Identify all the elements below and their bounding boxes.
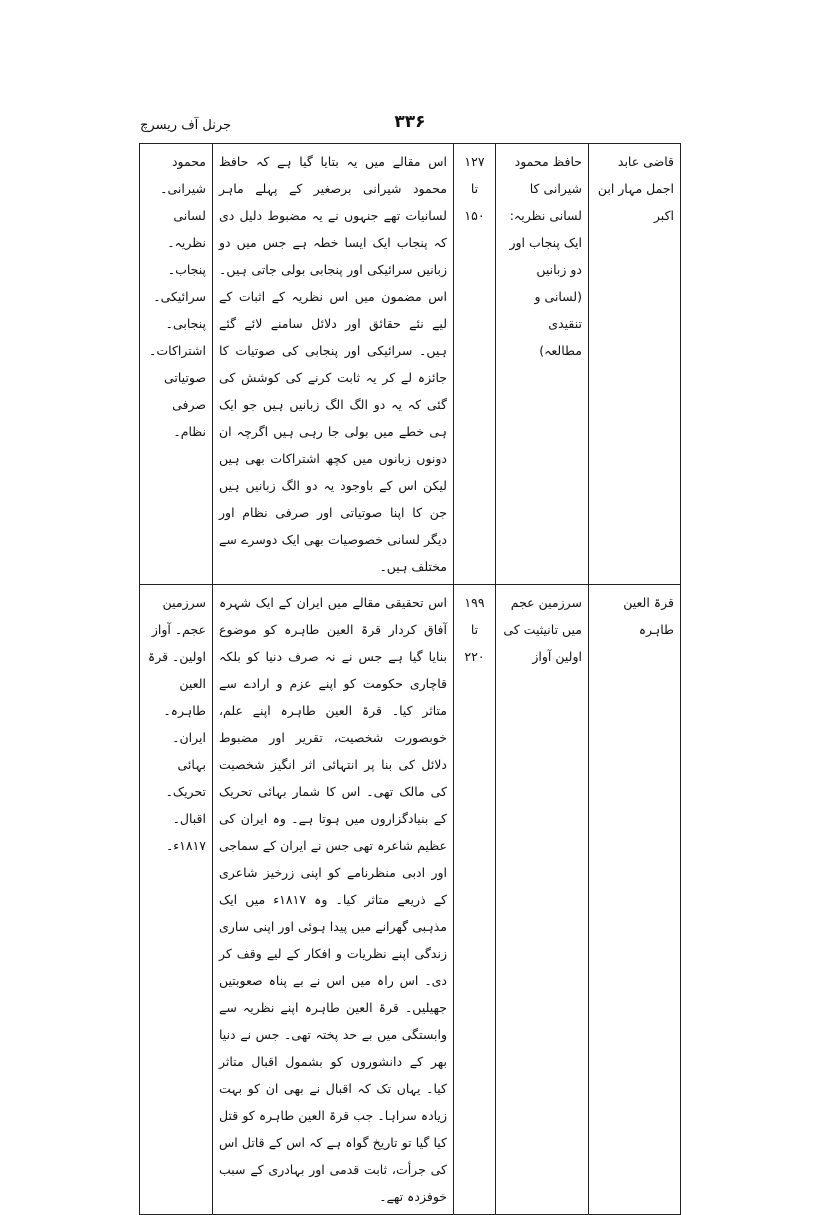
table-row — [140, 144, 681, 585]
journal-name-text: جرنل آف ریسرچ — [140, 118, 232, 133]
page-start: ۱۲۷ — [464, 154, 485, 169]
abstract-cell: اس تحقیقی مقالے میں ایران کے ایک شہرہ آفاق کردار قرۃ العین طاہرہ کو موضوع بنایا گیا ہے جس نے نہ صرف دنیا کو بلکہ قاچاری حکومت کو اپنے عزم و ارادے سے متاثر کیا۔ قرۃ العین طاہرہ اپنے علم، خوبصورت شخصیت، تقریر اور مضبوط دلائل کی بنا پر انتہائی اثر انگیز شخصیت کی مالک تھی۔ اس کا شمار بہائی تحریک کے بنیادگزاروں میں ہوتا ہے۔ وہ ایران کی عظیم شاعرہ تھی جس نے ایران کے سماجی اور ادبی منظرنامے کو اپنی زرخیز شاعری کے ذریعے متاثر کیا۔ وہ ۱۸۱۷ء میں ایک مذہبی گھرانے میں پیدا ہوئی اور اپنی ساری زندگی اپنے نظریات و افکار کے لیے وقف کر دی۔ اس راہ میں اس نے بے پناہ صعوبتیں جھیلیں۔ قرۃ العین طاہرہ اپنے نظریہ سے وابستگی میں بے حد پختہ تھی۔ جس نے دنیا بھر کے دانشوروں کو بشمول اقبال متاثر کیا۔ یہاں تک کہ اقبال نے بھی ان کو بہت زیادہ سراہا۔ جب قرۃ العین طاہرہ کو قتل کیا گیا تو تاریخ گواہ ہے کہ اس کے قاتل اس کی جرأت، ثابت قدمی اور بہادری کے سبب خوفزدہ تھے۔ — [213, 585, 454, 1215]
page-range-cell — [454, 585, 496, 1215]
records-table — [139, 143, 681, 1215]
keywords-cell: سرزمین عجم۔ آواز اولین۔ قرۃ العین طاہرہ۔ ایران۔ بہائی تحریک۔ اقبال۔ ۱۸۱۷ء۔ — [140, 585, 213, 1215]
page-range-separator: تا — [470, 622, 479, 637]
page-number: ۳۳۶ — [394, 112, 426, 132]
page-end: ۲۲۰ — [464, 649, 485, 664]
page-start: ۱۹۹ — [464, 595, 485, 610]
table-row — [140, 585, 681, 1215]
author-cell: قاضی عابد اجمل مہار ابن اکبر — [589, 144, 681, 585]
page-end: ۱۵۰ — [464, 208, 485, 223]
article-title-cell: سرزمین عجم میں تانیثیت کی اولین آواز — [496, 585, 589, 1215]
keywords-cell: محمود شیرانی۔ لسانی نظریہ۔ پنجاب۔ سرائیکی۔ پنجابی۔ اشتراکات۔ صوتیاتی صرفی نظام۔ — [140, 144, 213, 585]
article-title-cell: حافظ محمود شیرانی کا لسانی نظریہ: ایک پنجاب اور دو زبانیں (لسانی و تنقیدی مطالعہ) — [496, 144, 589, 585]
journal-name — [140, 118, 300, 133]
author-cell: قرۃ العین طاہرہ — [589, 585, 681, 1215]
page-range-cell — [454, 144, 496, 585]
page-range-separator: تا — [470, 181, 479, 196]
abstract-cell: اس مقالے میں یہ بتایا گیا ہے کہ حافظ محمود شیرانی برصغیر کے پہلے ماہر لسانیات تھے جنہوں نے یہ مضبوط دلیل دی کہ پنجاب ایک ایسا خطہ ہے جس میں دو زبانیں سرائیکی اور پنجابی بولی جاتی ہیں۔ اس مضمون میں اس نظریہ کے اثبات کے لیے نئے حقائق اور دلائل سامنے لائے گئے ہیں۔ سرائیکی اور پنجابی کی صوتیات کا جائزہ لے کر یہ ثابت کرنے کی کوشش کی گئی کہ یہ دو الگ الگ زبانیں ہیں جو ایک ہی خطے میں بولی جا رہی ہیں اگرچہ ان دونوں زبانوں میں کچھ اشتراکات بھی ہیں لیکن اس کے باوجود یہ دو الگ زبانیں ہیں جن کا اپنا صوتیاتی اور صرفی نظام اور دیگر لسانی خصوصیات بھی ایک دوسرے سے مختلف ہیں۔ — [213, 144, 454, 585]
